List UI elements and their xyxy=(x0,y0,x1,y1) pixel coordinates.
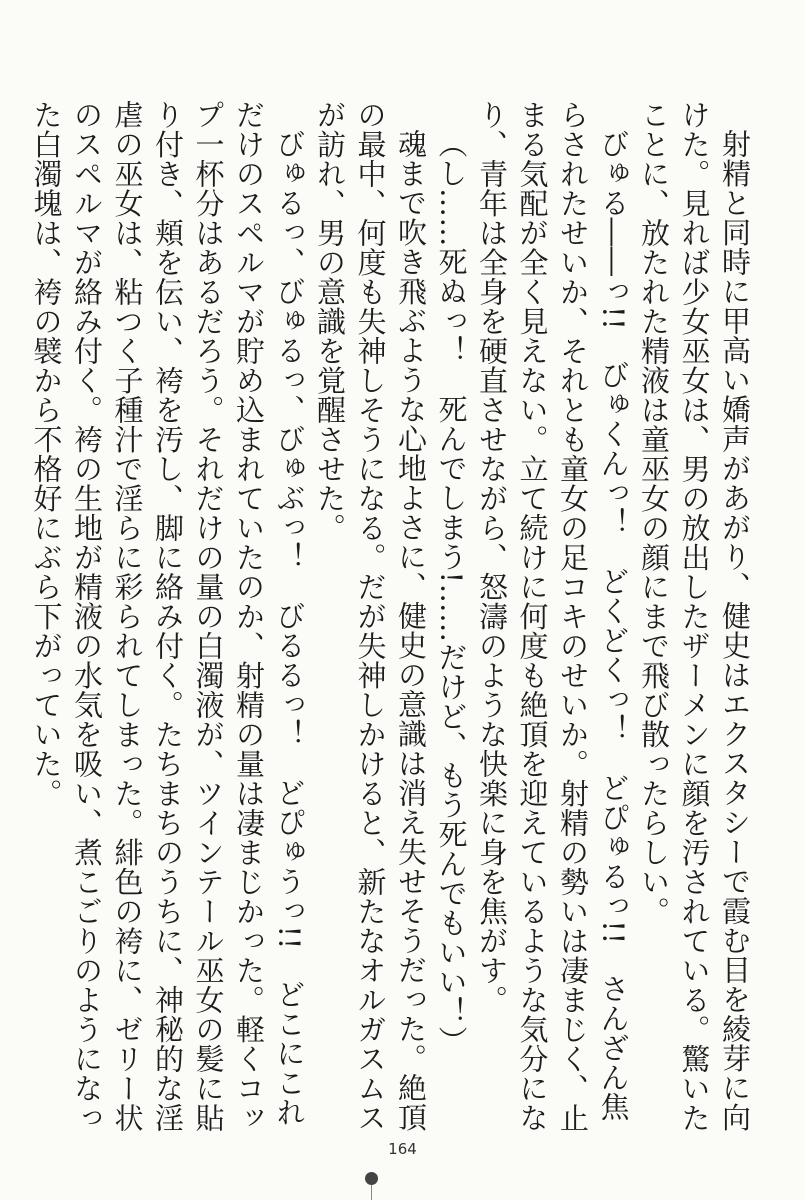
binding-hole-icon xyxy=(365,1172,378,1185)
paragraph-2: びゅる――っ!! びゅくんっ！ どくどくっ！ どぴゅるっ!! さんざん焦らされたせいか、それとも童女の足コキのせいか。射精の勢いは凄まじく、止まる気配が全く見えない。立て続けに何度も絶頂を迎えているような気分になり、青年は全身を硬直させながら、怒濤のような快楽に身を焦がす。 xyxy=(475,100,631,1133)
paragraph-5: びゅるっ、びゅるっ、びゅぶっ！ びるるっ！ どぴゅうっ!! どこにこれだけのスペルマが貯め込まれていたのか、射精の量は凄まじかった。軽くコップ一杯分はあるだろう。それだけの量の白濁液が、ツインテール巫女の髪に貼り付き、頬を伝い、袴を汚し、脚に絡み付く。たちまちのうちに、神秘的な淫虐の巫女は、粘つく子種汁で淫らに彩られてしまった。緋色の袴に、ゼリー状のスペルマが絡み付く。袴の生地が精液の水気を吸い、煮こごりのようになった白濁塊は、袴の襞から不格好にぶら下がっていた。 xyxy=(29,100,307,1133)
paragraph-1: 射精と同時に甲高い嬌声があがり、健史はエクスタシーで霞む目を綾芽に向けた。見れば少女巫女は、男の放出したザーメンに顔を汚されている。驚いたことに、放たれた精液は童巫女の顔にまで飛び散ったらしい。 xyxy=(637,100,752,1133)
paragraph-3: （し……死ぬっ！ 死んでしまう!……だけど、もう死んでもいい！） xyxy=(434,129,469,1056)
paragraph-4: 魂まで吹き飛ぶような心地よさに、健史の意識は消え失せそうだった。絶頂の最中、何度も失神しそうになる。だが失神しかけると、新たなオルガスムスが訪れ、男の意識を覚醒させた。 xyxy=(313,100,428,1133)
page-number: 164 xyxy=(388,1140,417,1158)
binding-line xyxy=(371,1185,372,1200)
vertical-text-body xyxy=(29,100,755,1145)
